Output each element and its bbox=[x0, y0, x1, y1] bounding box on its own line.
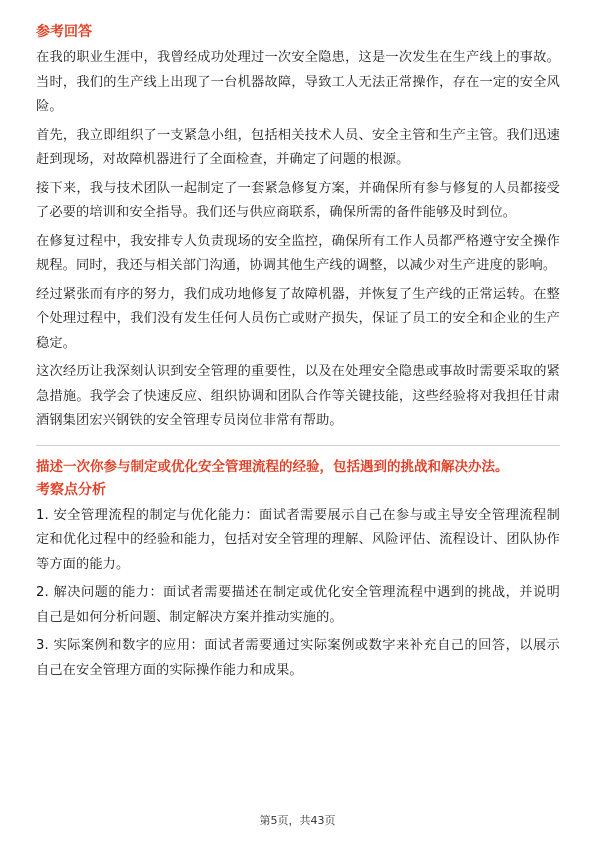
answer-paragraph-3: 接下来，我与技术团队一起制定了一套紧急修复方案，并确保所有参与修复的人员都接受了必要的培训和安全指导。我们还与供应商联系，确保所需的备件能够及时到位。 bbox=[36, 180, 560, 220]
document-page bbox=[36, 22, 560, 687]
analysis-item-1: 1. 安全管理流程的制定与优化能力：面试者需要展示自己在参与或主导安全管理流程制定和优化过程中的经验和能力，包括对安全管理的理解、风险评估、流程设计、团队协作等方面的能力。 bbox=[36, 507, 560, 572]
page-footer: 第5页，共43页 bbox=[259, 814, 336, 827]
answer-paragraph-5: 经过紧张而有序的努力，我们成功地修复了故障机器，并恢复了生产线的正常运转。在整个处理过程中，我们没有发生任何人员伤亡或财产损失，保证了员工的安全和企业的生产稳定。 bbox=[36, 286, 560, 351]
question-text: 描述一次你参与制定或优化安全管理流程的经验，包括遇到的挑战和解决办法。 bbox=[36, 458, 509, 475]
analysis-item-2: 2. 解决问题的能力：面试者需要描述在制定或优化安全管理流程中遇到的挑战，并说明自己是如何分析问题、制定解决方案并推动实施的。 bbox=[36, 585, 560, 625]
answer-paragraph-4: 在修复过程中，我安排专人负责现场的安全监控，确保所有工作人员都严格遵守安全操作规程。同时，我还与相关部门沟通，协调其他生产线的调整，以减少对生产进度的影响。 bbox=[36, 233, 560, 273]
answer-paragraph-6: 这次经历让我深刻认识到安全管理的重要性，以及在处理安全隐患或事故时需要采取的紧急措施。我学会了快速反应、组织协调和团队合作等关键技能，这些经验将对我担任甘肃酒钢集团宏兴钢铁的安全管理专员岗位非常有帮助。 bbox=[36, 364, 560, 428]
answer-heading: 参考回答 bbox=[36, 24, 92, 40]
analysis-item-3: 3. 实际案例和数字的应用：面试者需要通过实际案例或数字来补充自己的回答，以展示自己在安全管理方面的实际操作能力和成果。 bbox=[36, 638, 560, 678]
section-divider bbox=[36, 445, 560, 446]
analysis-heading: 考察点分析 bbox=[36, 481, 106, 498]
answer-paragraph-1: 在我的职业生涯中，我曾经成功处理过一次安全隐患，这是一次发生在生产线上的事故。当时，我们的生产线上出现了一台机器故障，导致工人无法正常操作，存在一定的安全风险。 bbox=[36, 50, 560, 114]
answer-paragraph-2: 首先，我立即组织了一支紧急小组，包括相关技术人员、安全主管和生产主管。我们迅速赶到现场，对故障机器进行了全面检查，并确定了问题的根源。 bbox=[36, 127, 560, 167]
